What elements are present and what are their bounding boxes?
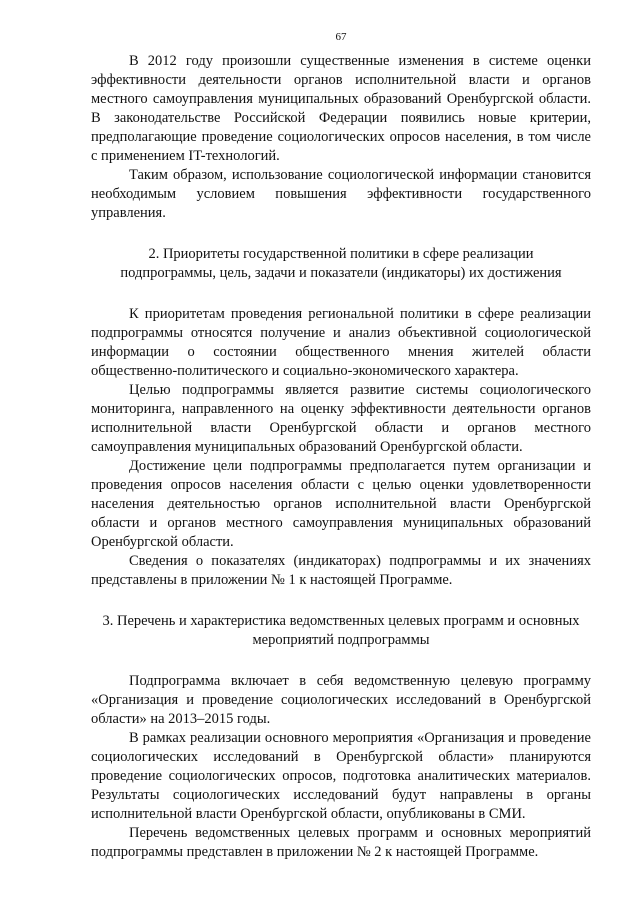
section-3-heading: 3. Перечень и характеристика ведомственных целевых программ и основных мероприятий подпрограммы	[102, 613, 580, 648]
section-3-paragraph-3: Перечень ведомственных целевых программ и основных мероприятий подпрограммы представлен в приложении № 2 к настоящей Программе.	[91, 825, 591, 860]
section-3-paragraph-1: Подпрограмма включает в себя ведомственную целевую программу «Организация и проведение социологических исследований в Оренбургской области» на 2013–2015 годы.	[91, 673, 591, 727]
section-3-paragraph-2: В рамках реализации основного мероприятия «Организация и проведение социологических исследований в Оренбургской области» планируются проведение социологических опросов, подготовка аналитических материалов. Результаты социологических исследований будут направлены в органы исполнительной власти Оренбургской области, опубликованы в СМИ.	[91, 730, 591, 822]
section-2-paragraph-2: Целью подпрограммы является развитие системы социологического мониторинга, направленного на оценку эффективности деятельности органов исполнительной власти Оренбургской области и органов местного самоуправления муниципальных образований Оренбургской области.	[91, 382, 591, 455]
page-number: 67	[335, 31, 347, 43]
section-2-heading: 2. Приоритеты государственной политики в сфере реализации подпрограммы, цель, задачи и показатели (индикаторы) их достижения	[120, 246, 562, 281]
section-2-paragraph-4: Сведения о показателях (индикаторах) подпрограммы и их значениях представлены в приложении № 1 к настоящей Программе.	[91, 553, 591, 588]
document-page	[91, 30, 591, 862]
section-2-heading-block	[91, 245, 591, 283]
section-2-paragraph-3: Достижение цели подпрограммы предполагается путем организации и проведения опросов населения области с целью оценки удовлетворенности населения деятельностью органов исполнительной власти Оренбургской области и органов местного самоуправления муниципальных образований Оренбургской области.	[91, 458, 591, 550]
intro-paragraph-1: В 2012 году произошли существенные изменения в системе оценки эффективности деятельности органов исполнительной власти и органов местного самоуправления муниципальных образований Оренбургской области. В законодательстве Российской Федерации появились новые критерии, предполагающие проведение социологических опросов населения, в том числе с применением IT-технологий.	[91, 53, 591, 164]
intro-paragraph-2: Таким образом, использование социологической информации становится необходимым условием повышения эффективности государственного управления.	[91, 167, 591, 221]
section-2-paragraph-1: К приоритетам проведения региональной политики в сфере реализации подпрограммы относятся получение и анализ объективной социологической информации о состоянии общественного мнения жителей области общественно-политического и социально-экономического характера.	[91, 306, 591, 379]
section-3-heading-block	[91, 612, 591, 650]
